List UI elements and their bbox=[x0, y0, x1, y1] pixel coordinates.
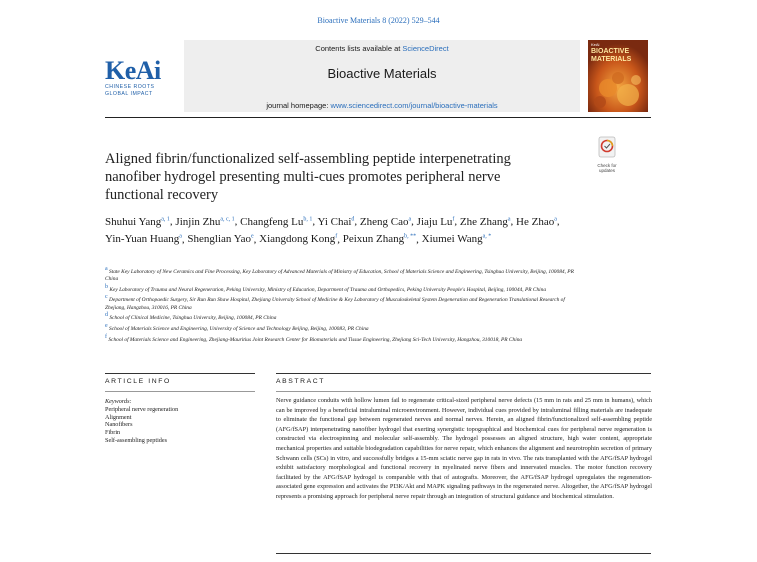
sciencedirect-link[interactable]: ScienceDirect bbox=[402, 44, 449, 53]
logo-tagline-2: GLOBAL IMPACT bbox=[105, 90, 153, 97]
affiliation-text: State Key Laboratory of New Ceramics and Fine Processing, Key Laboratory of Advanced Materials of Ministry of Education, School of Materials Science and Engineering, Tsinghua University, Beijing, 100084, PR China bbox=[105, 268, 574, 283]
check-updates-label-1: Check for bbox=[597, 163, 617, 168]
article-info-subrule bbox=[105, 391, 255, 392]
affiliation-text: Department of Orthopaedic Surgery, Sir Run Run Shaw Hospital, Zhejiang University School of Medicine & Key Laboratory of Musculoskeletal System Degeneration and Regeneration Translational Research of Zhejiang, Hangzhou, 310016, PR China bbox=[105, 297, 565, 311]
cover-title-line-1: BIOACTIVE bbox=[591, 48, 630, 55]
journal-cover-image[interactable] bbox=[588, 40, 648, 112]
abstract-heading: ABSTRACT bbox=[276, 378, 326, 385]
affiliation-key: d bbox=[105, 312, 108, 319]
logo-tagline-1: CHINESE ROOTS bbox=[105, 84, 155, 90]
affiliation-key: f bbox=[105, 333, 107, 340]
author-affiliation-marker[interactable]: a bbox=[408, 216, 412, 222]
keyword-item: Fibrin bbox=[105, 429, 121, 437]
journal-name: Bioactive Materials bbox=[327, 66, 437, 81]
keyword-item: Nanofibers bbox=[105, 421, 133, 429]
cover-title-line-2: MATERIALS bbox=[591, 55, 632, 63]
author-affiliation-marker[interactable]: f bbox=[335, 233, 338, 240]
author-name: Jiaju Lu bbox=[416, 215, 453, 228]
check-updates-label-2: updates bbox=[598, 168, 615, 173]
author-affiliation-marker[interactable]: d bbox=[351, 216, 355, 222]
author-affiliation-marker[interactable]: a bbox=[507, 216, 511, 222]
abstract-bottom-rule bbox=[276, 553, 651, 554]
contents-prefix: Contents lists available at bbox=[315, 44, 403, 53]
author[interactable] bbox=[187, 233, 253, 245]
affiliation-item bbox=[105, 312, 575, 322]
check-updates-icon bbox=[592, 136, 622, 158]
contents-line bbox=[184, 44, 580, 53]
author-name: Xiumei Wang bbox=[421, 233, 483, 246]
author-name: Xiangdong Kong bbox=[259, 233, 336, 246]
affiliation-text: School of Materials Science and Engineering, University of Science and Technology Beijing, Beijing, 100083, PR China bbox=[109, 325, 369, 332]
homepage-line bbox=[184, 101, 580, 110]
keyword-item: Self-assembling peptides bbox=[105, 436, 168, 444]
author-affiliation-marker[interactable]: f bbox=[452, 216, 455, 222]
affiliation-item bbox=[105, 323, 575, 333]
article-title: Aligned fibrin/functionalized self-assembling peptide interpenetrating nanofiber hydrogel presenting multi-cues promotes peripheral nerve functional recovery bbox=[105, 151, 511, 203]
article-info-heading: ARTICLE INFO bbox=[105, 378, 171, 385]
author-affiliation-marker[interactable]: a bbox=[554, 216, 557, 222]
article-info-rule bbox=[105, 373, 255, 374]
cover-publisher: KeAi bbox=[591, 42, 600, 47]
affiliation-key: c bbox=[105, 294, 108, 301]
author-affiliation-marker[interactable]: b, ** bbox=[404, 233, 417, 240]
author-name: Peixun Zhang bbox=[342, 233, 405, 246]
affiliation-item bbox=[105, 266, 575, 283]
affiliation-key: b bbox=[105, 283, 108, 290]
abstract-text: Nerve guidance conduits with hollow lumen fail to regenerate critical-sized peripheral nerve defects (15 mm in rats and 25 mm in humans), which can be improved by a beneficial intraluminal microenvironment. However, individual cues provided by intraluminal filling materials are inadequate to eliminate the functional gap between regenerated nerves and normal nerves. Herein, an aligned fibrin/functionalized self-assembling peptide (AFG/fSAP) interpenetrating nanofiber hydrogel that exerting synergistic topographical and biochemical cues for peripheral nerve regeneration is constructed via electrospinning and molecular self-assembly. The hydrogel possesses an aligned structure, high water content, appropriate mechanical properties and suitable biodegradation capabilities for nerve repair, which enhances the alignment and neurotrophin secretion of primary Schwann cells (SCs) in vitro, and successfully bridges a 15-mm sciatic nerve gap in rats in vivo. The rats transplanted with the AFG/fSAP hydrogel exhibit satisfactory morphological and functional recovery in myelinated nerve fibers and innervated muscles. The motor function recovery facilitated by the AFG/fSAP hydrogel is comparable with that of autografts. Moreover, the AFG/fSAP hydrogel upregulates the regeneration-associated gene expression and activates the PI3K/Akt and MAPK signaling pathways in the regenerated nerve. Altogether, the AFG/fSAP hydrogel represents a promising approach for peripheral nerve repair through an integration of structural guidance and biochemical stimulation. bbox=[276, 397, 652, 500]
author-name: Yi Chai bbox=[317, 215, 352, 228]
affiliation-list bbox=[105, 266, 575, 344]
author-affiliation-marker[interactable]: a, 1 bbox=[161, 216, 170, 222]
affiliation-key: e bbox=[105, 322, 108, 329]
journal-citation[interactable]: Bioactive Materials 8 (2022) 529–544 bbox=[317, 16, 440, 25]
affiliation-text: Key Laboratory of Trauma and Neural Regeneration, Peking University, Ministry of Education, Department of Trauma and Orthopedics, Peking University People's Hospital, Beijing, 100044, PR China bbox=[109, 286, 547, 293]
author[interactable] bbox=[259, 233, 337, 245]
author[interactable] bbox=[460, 216, 511, 228]
author-name: Shenglian Yao bbox=[187, 233, 251, 246]
author-affiliation-marker[interactable]: e bbox=[250, 233, 254, 240]
logo-wordmark: KeAi bbox=[105, 56, 161, 85]
author[interactable] bbox=[105, 233, 182, 245]
affiliation-item bbox=[105, 334, 575, 344]
author-list: Shuhui Yang$^{a, 1}$, Jinjin Zhu$^{a, c, 1}$, Changfeng Lu$^{b, 1}$, Yi Chai$^d$, Zheng Cao$^a$, Jiaju Lu$^f$, Zhe Zhang$^a$, He Zhao$^a$, Yin-Yuan Huang$^a$, Shenglian Yao$^e$, Xiangdong Kong$^f$, Peixun Zhang$^{b, **}$, Xiumei Wang$^{a, *}$ bbox=[105, 215, 560, 246]
affiliation-text: School of Clinical Medicine, Tsinghua University, Beijing, 100084, PR China bbox=[109, 315, 277, 322]
author-name: Zheng Cao bbox=[359, 215, 409, 228]
author[interactable] bbox=[343, 233, 416, 245]
affiliation-key: a bbox=[105, 266, 108, 272]
keyword-item: Peripheral nerve regeneration bbox=[105, 405, 179, 413]
author-name: Yin-Yuan Huang bbox=[105, 233, 180, 246]
keywords-list bbox=[105, 406, 255, 445]
author[interactable] bbox=[175, 216, 234, 228]
journal-homepage-link[interactable]: www.sciencedirect.com/journal/bioactive-materials bbox=[330, 101, 498, 110]
author-affiliation-marker[interactable]: a bbox=[179, 233, 182, 240]
author[interactable] bbox=[240, 216, 312, 228]
author[interactable] bbox=[360, 216, 411, 228]
author[interactable] bbox=[318, 216, 355, 228]
affiliation-item bbox=[105, 294, 575, 311]
check-for-updates-button[interactable] bbox=[592, 136, 622, 173]
author-affiliation-marker[interactable]: a, * bbox=[482, 233, 492, 240]
author[interactable] bbox=[105, 216, 170, 228]
author[interactable] bbox=[417, 216, 455, 228]
affiliation-text: School of Materials Science and Engineering, Zhejiang-Mauritius Joint Research Center for Biomaterials and Tissue Engineering, Zhejiang Sci-Tech University, Hangzhou, 310018, PR China bbox=[108, 336, 523, 343]
author-name: He Zhao bbox=[516, 215, 555, 228]
author-name: Zhe Zhang bbox=[459, 215, 508, 228]
author[interactable] bbox=[516, 216, 557, 228]
author-name: Shuhui Yang bbox=[105, 215, 162, 228]
header-rule bbox=[105, 117, 651, 118]
keyword-item: Alignment bbox=[105, 413, 132, 421]
publisher-logo[interactable] bbox=[105, 58, 177, 106]
author-affiliation-marker[interactable]: b, 1 bbox=[303, 216, 313, 222]
author-affiliation-marker[interactable]: a, c, 1 bbox=[220, 216, 235, 222]
keywords-label: Keywords: bbox=[105, 398, 132, 405]
keywords-block bbox=[105, 398, 255, 445]
author-name: Changfeng Lu bbox=[240, 215, 304, 228]
author-name: Jinjin Zhu bbox=[175, 215, 221, 228]
abstract-rule bbox=[276, 373, 651, 374]
affiliation-item bbox=[105, 284, 575, 294]
abstract-subrule bbox=[276, 391, 651, 392]
author[interactable] bbox=[422, 233, 492, 245]
homepage-prefix: journal homepage: bbox=[266, 101, 331, 110]
